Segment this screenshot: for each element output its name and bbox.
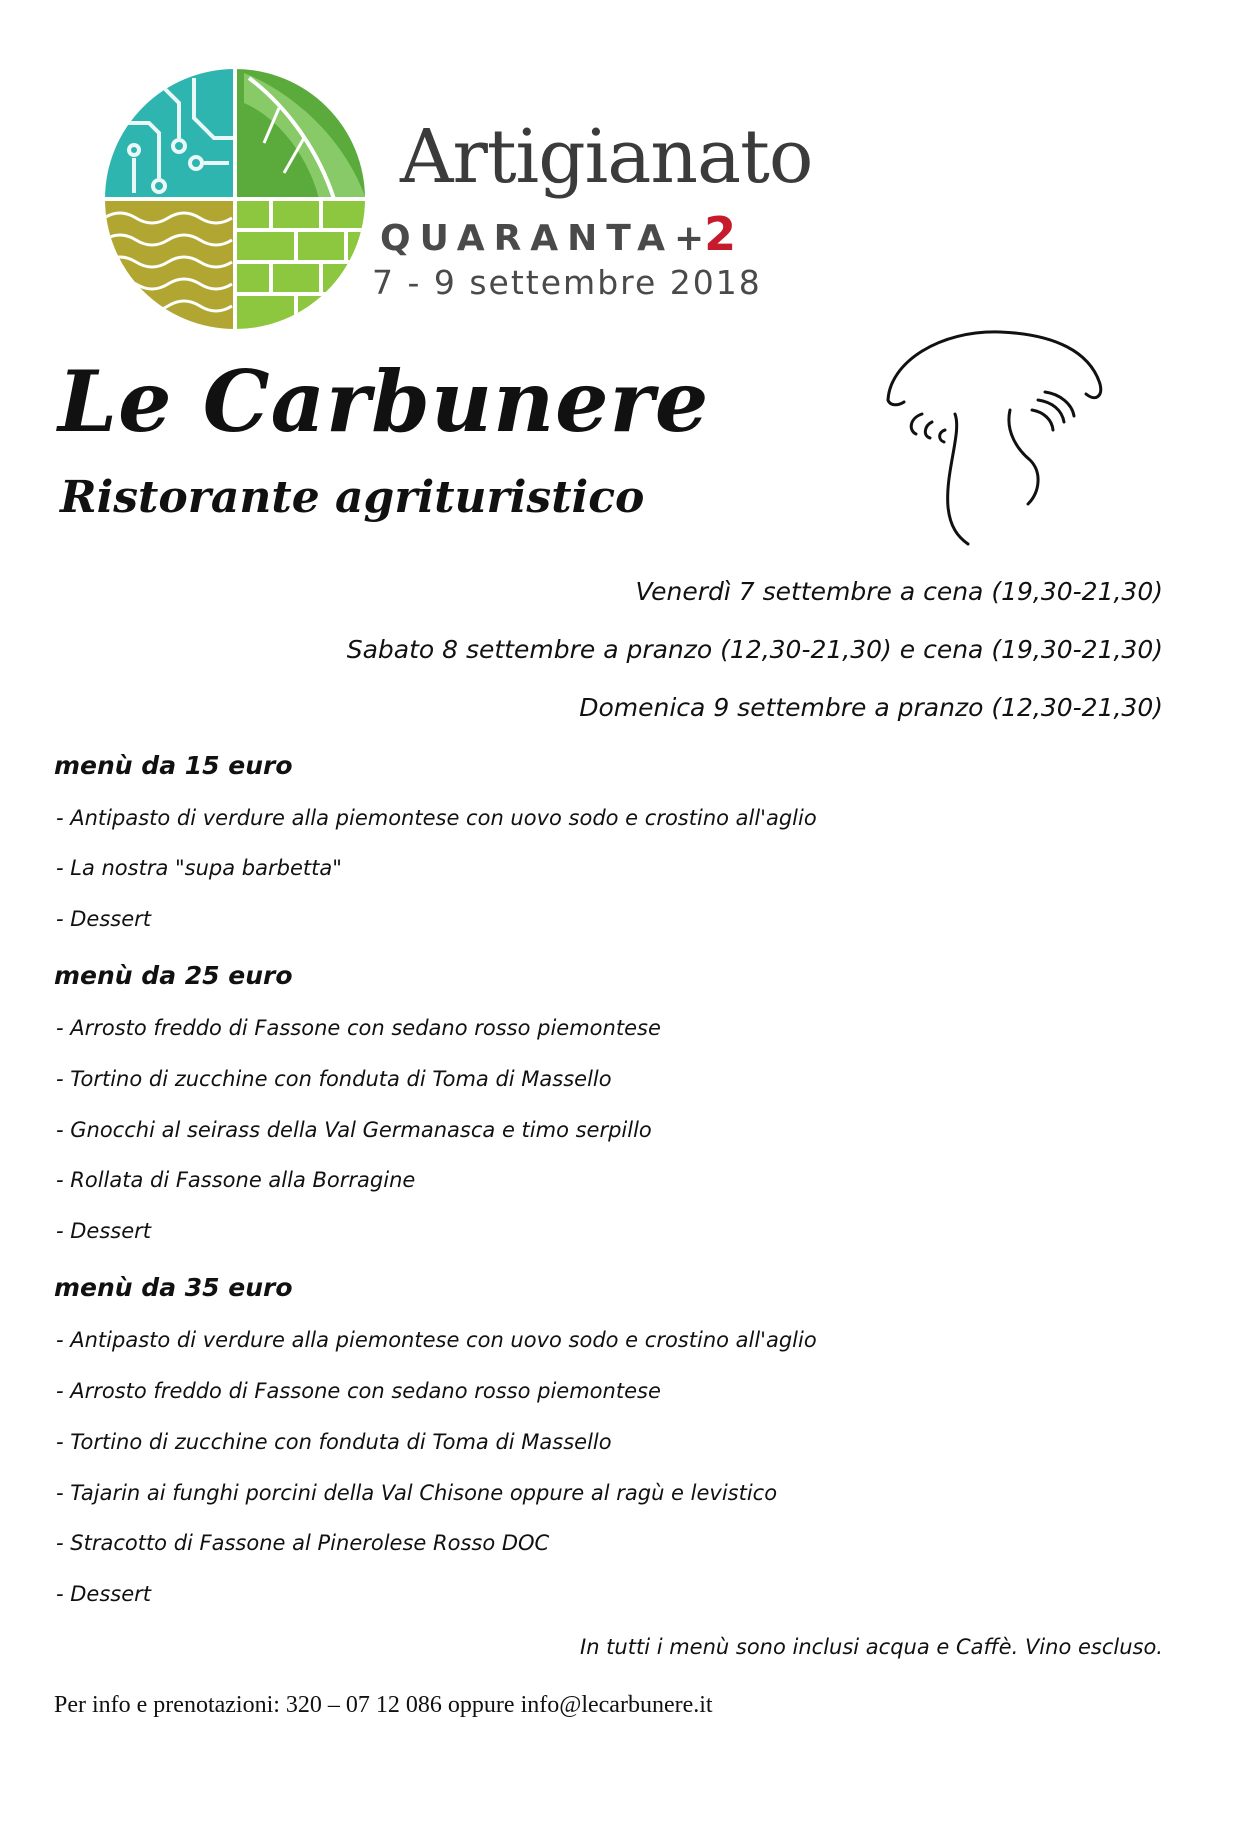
restaurant-subtitle: Ristorante agrituristico (60, 472, 645, 523)
logo-number: 2 (704, 207, 737, 261)
menu-item: - Dessert (56, 907, 152, 931)
artigianato-emblem-icon (104, 68, 366, 330)
menu-title-35: menù da 35 euro (54, 1273, 293, 1302)
logo-dates: 7 - 9 settembre 2018 (372, 263, 762, 302)
logo-plus: + (673, 218, 705, 259)
menu-item: - Stracotto di Fassone al Pinerolese Rosso DOC (56, 1531, 550, 1555)
logo-edition (380, 207, 737, 261)
mushroom-icon (860, 322, 1120, 552)
restaurant-name: Le Carbunere (58, 352, 710, 451)
inclusions-note: In tutti i menù sono inclusi acqua e Caffè. Vino escluso. (580, 1635, 1163, 1659)
menu-item: - Arrosto freddo di Fassone con sedano rosso piemontese (56, 1379, 661, 1403)
menu-item: - Gnocchi al seirass della Val Germanasca e timo serpillo (56, 1118, 652, 1142)
menu-item: - La nostra "supa barbetta" (56, 856, 342, 880)
menu-item: - Dessert (56, 1219, 152, 1243)
menu-item: - Arrosto freddo di Fassone con sedano rosso piemontese (56, 1016, 661, 1040)
event-logo (104, 68, 813, 330)
menu-item: - Tortino di zucchine con fonduta di Toma di Massello (56, 1430, 612, 1454)
menu-item: - Dessert (56, 1582, 152, 1606)
menu-title-15: menù da 15 euro (54, 751, 293, 780)
logo-title: Artigianato (400, 114, 813, 200)
schedule-line: Domenica 9 settembre a pranzo (12,30-21,30) (579, 693, 1163, 722)
menu-title-25: menù da 25 euro (54, 961, 293, 990)
contact-info: Per info e prenotazioni: 320 – 07 12 086 oppure info@lecarbunere.it (54, 1692, 713, 1718)
menu-item: - Antipasto di verdure alla piemontese con uovo sodo e crostino all'aglio (56, 1328, 817, 1352)
menu-item: - Tajarin ai funghi porcini della Val Chisone oppure al ragù e levistico (56, 1481, 778, 1505)
schedule-line: Sabato 8 settembre a pranzo (12,30-21,30) e cena (19,30-21,30) (346, 635, 1163, 664)
menu-item: - Tortino di zucchine con fonduta di Toma di Massello (56, 1067, 612, 1091)
logo-quaranta-text: QUARANTA (380, 218, 674, 259)
menu-item: - Antipasto di verdure alla piemontese con uovo sodo e crostino all'aglio (56, 806, 817, 830)
menu-item: - Rollata di Fassone alla Borragine (56, 1168, 416, 1192)
schedule-line: Venerdì 7 settembre a cena (19,30-21,30) (635, 577, 1163, 606)
